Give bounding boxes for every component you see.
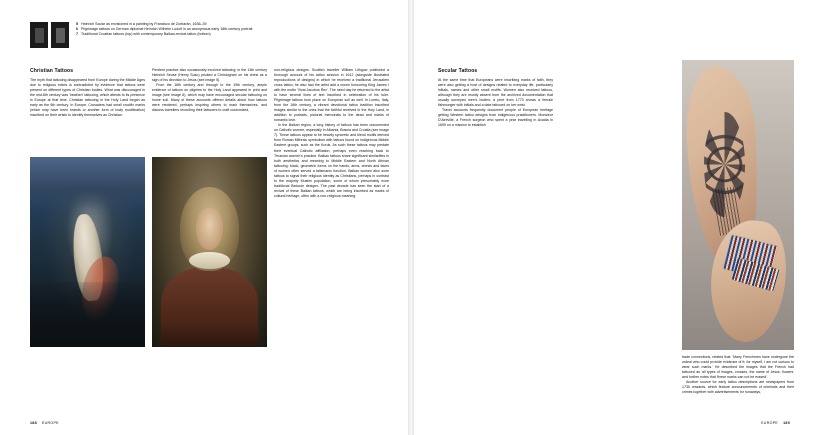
column-secular-tattoos	[438, 68, 553, 128]
body-paragraph: Another source for early tattoo descriptions are newspapers from 1730 onwards, which feature announcements of criminals and their crimes together with advertisements for runaways,	[682, 380, 794, 395]
caption-text: Pilgrimage tattoos on German diplomat Heinrich Wilhelm Ludolf in an anonymous early 18th-century portrait	[81, 27, 253, 32]
column-three	[274, 68, 389, 199]
caption-number: 6	[76, 27, 78, 32]
page-number-right: 189	[783, 421, 790, 425]
caption-text: Heinrich Scuse as envisioned in a painting by Francisco de Zurbarán, 1636–39	[81, 22, 207, 26]
column-christian-tattoos	[30, 68, 145, 118]
portrait-garment	[161, 267, 258, 347]
caption-text: Traditional Croatian tattoos (top) with contemporary Balkan-revival tattoo (bottom)	[81, 32, 211, 37]
footer-right	[761, 421, 790, 425]
body-paragraph: From the 16th century and through to the 19th century, ample evidence of tattoos on pilgrims to the Holy Land appeared in print and image (see image 6), which may have encouraged secular tattooing on home soil. Many of these accounts offered details about how tattoos were rendered, perhaps inspiring others to mark themselves, and discuss travellers recruiting their tattooers to craft customized,	[152, 83, 267, 113]
column-six	[682, 355, 794, 395]
portrait-collar	[189, 252, 230, 269]
thumbnail-image-2	[51, 22, 69, 48]
body-paragraph: Travel accounts frequently document people of European heritage getting Western tattoo designs from indigenous practitioners. Monsieur D'Aireville, a French surgeon who spent a year travelling in Acadia in 1699 on a mission to establish	[438, 107, 553, 127]
caption-row	[76, 32, 326, 37]
body-paragraph: The myth that tattooing disappeared from Europe during the Middle Ages due to religious edicts is contradicted by evidence that tattoos were present on different types of Christian bodies. What was discouraged in the mid-8th century was 'heathen' tattooing, which attests to its presence in Europe at that time. Christian tattooing in the Holy Land began as early as the 6th century. In Europe, Crusaders had small crucifix marks (which may have been brands or another form of body modification) inscribed on their wrists to identify themselves as Christian.	[30, 77, 145, 117]
page-number-left: 188	[30, 421, 37, 425]
painting-sky	[30, 157, 145, 210]
footer-label-right: EUROPE	[761, 421, 779, 425]
figure-painting-zurbaran	[30, 157, 145, 347]
body-paragraph: trade connections, related that: 'Many Frenchmen have undergone the ordeal who could provide evidence of it; for myself, I am not curious to wear such marks.' He described the images that the French had tattooed as 'all types of images, crosses, the name of Jesus, flowers' and further notes that 'these marks can not be erased'.	[682, 355, 794, 380]
portrait-face	[196, 208, 224, 250]
footer-left	[30, 421, 59, 425]
caption-thumbnails	[30, 22, 69, 48]
column-two	[152, 68, 267, 113]
body-paragraph: Penitent practice also occasionally involved tattooing; in the 14th century Heinrich Seuse (Henry Suso) pricked a Christogram on his chest as a sign of his devotion to Jesus (see image 5).	[152, 68, 267, 83]
thumbnail-image-1	[30, 22, 48, 48]
caption-text-group	[76, 22, 326, 38]
figure-photo-balkan-tattoo-hands	[682, 60, 794, 350]
caption-number: 7	[76, 32, 78, 37]
painting-foreground	[30, 282, 145, 347]
footer-label-left: EUROPE	[41, 421, 59, 425]
figure-caption-block	[30, 22, 330, 48]
body-paragraph: non-religious designs. Scottish traveller William Lithgow published a thorough account of his tattoo session in 1612 (alongside illustrated reproductions of designs) in which he received a traditional Jerusalem cross tattoo; he also had the artist add a crown honouring King James I with the motto 'Vivat Jacobus Rex'. The need day he returned to the artist to have several lines of text inscribed in celebration of his ruler. Pilgrimage tattoos took place on European soil as well. In Loreto, Italy, from the 16th century, a vibrant devotional tattoo tradition inscribed images similar to the ones that the faithful received in the Holy Land, in addition to portraits, pictorial memorials to the dead and marks of romantic love.	[274, 68, 389, 123]
figure-portrait-ludolf	[152, 157, 267, 347]
section-heading-secular-tattoos: Secular Tattoos	[438, 68, 478, 74]
body-paragraph: At the same time that Europeans were inscribing marks of faith, they were also getting a host of designs related to everyday life, particularly initials, names and other small motifs. Women also received tattoos, although they are mostly absent from the archived documentation that usually surveyed men's bodies; a print from 1773 shows a female fishmonger with initials and a date tattooed on her wrist.	[438, 77, 553, 107]
section-heading-christian-tattoos: Christian Tattoos	[30, 68, 74, 74]
body-paragraph: In the Balkan region, a long history of tattoos has been documented on Catholic women, especially in Albania, Bosnia and Croatia (see image 7). These tattoos appear to be heavily syncretic and blend motifs derived from Roman Mithraic symbolism with tattoos found on indigenous Middle Eastern groups, such as the Kurds. As such these tattoos may predate their eventual Catholic affiliation, perhaps even reaching back to Thracian women's practice. Balkan tattoos share significant similarities in both aesthetics and meaning to Middle Eastern and North African tattooing: black, geometric forms on the hands, arms, chests and faces of women often served a talismanic function. Balkan women also wore tattoos to signal their religious identity as Christians, perhaps in contrast to the majority Muslim population, some of whom presumably wore traditional Bedouin designs. The past decade has seen the start of a revival of these Balkan tattoos, which are being inscribed as marks of cultural heritage, often with a non-religious meaning.	[274, 123, 389, 198]
caption-number: 5	[76, 22, 78, 26]
